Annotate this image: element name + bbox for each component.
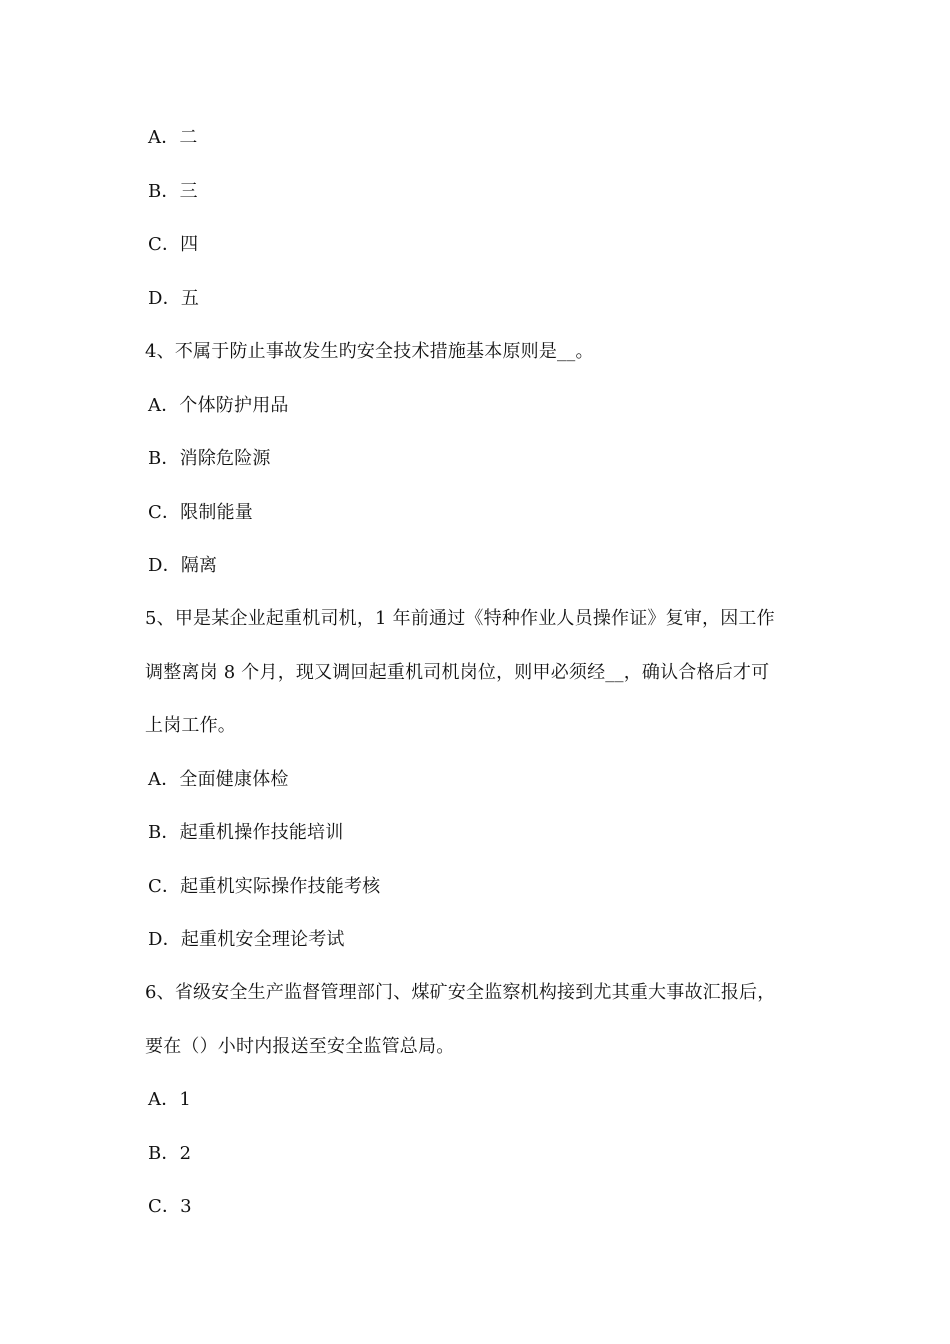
question-5-line-2: 调整离岗 8 个月，现又调回起重机司机岗位，则甲必须经__，确认合格后才可 <box>145 662 770 683</box>
option-4-a: A．个体防护用品 <box>148 395 289 416</box>
question-6-line-2: 要在（）小时内报送至安全监管总局。 <box>145 1036 455 1057</box>
option-6-c: C．3 <box>148 1196 192 1217</box>
option-5-d: D．起重机安全理论考试 <box>148 929 345 950</box>
question-5-line-1: 5、甲是某企业起重机司机，1 年前通过《特种作业人员操作证》复审，因工作 <box>145 608 775 629</box>
question-5-line-3: 上岗工作。 <box>145 715 236 736</box>
option-3-c: C．四 <box>148 234 199 255</box>
option-5-b: B．起重机操作技能培训 <box>148 822 344 843</box>
option-4-b: B．消除危险源 <box>148 448 271 469</box>
option-6-a: A．1 <box>148 1089 192 1110</box>
option-3-d: D．五 <box>148 288 200 309</box>
question-6-line-1: 6、省级安全生产监督管理部门、煤矿安全监察机构接到尤其重大事故汇报后， <box>145 982 776 1003</box>
option-6-b: B．2 <box>148 1143 192 1164</box>
option-3-a: A．二 <box>148 127 198 148</box>
option-5-c: C．起重机实际操作技能考核 <box>148 876 381 897</box>
option-5-a: A．全面健康体检 <box>148 769 289 790</box>
question-4: 4、不属于防止事故发生旳安全技术措施基本原则是__。 <box>145 341 594 362</box>
option-4-d: D．隔离 <box>148 555 218 576</box>
option-4-c: C．限制能量 <box>148 502 253 523</box>
option-3-b: B．三 <box>148 181 198 202</box>
